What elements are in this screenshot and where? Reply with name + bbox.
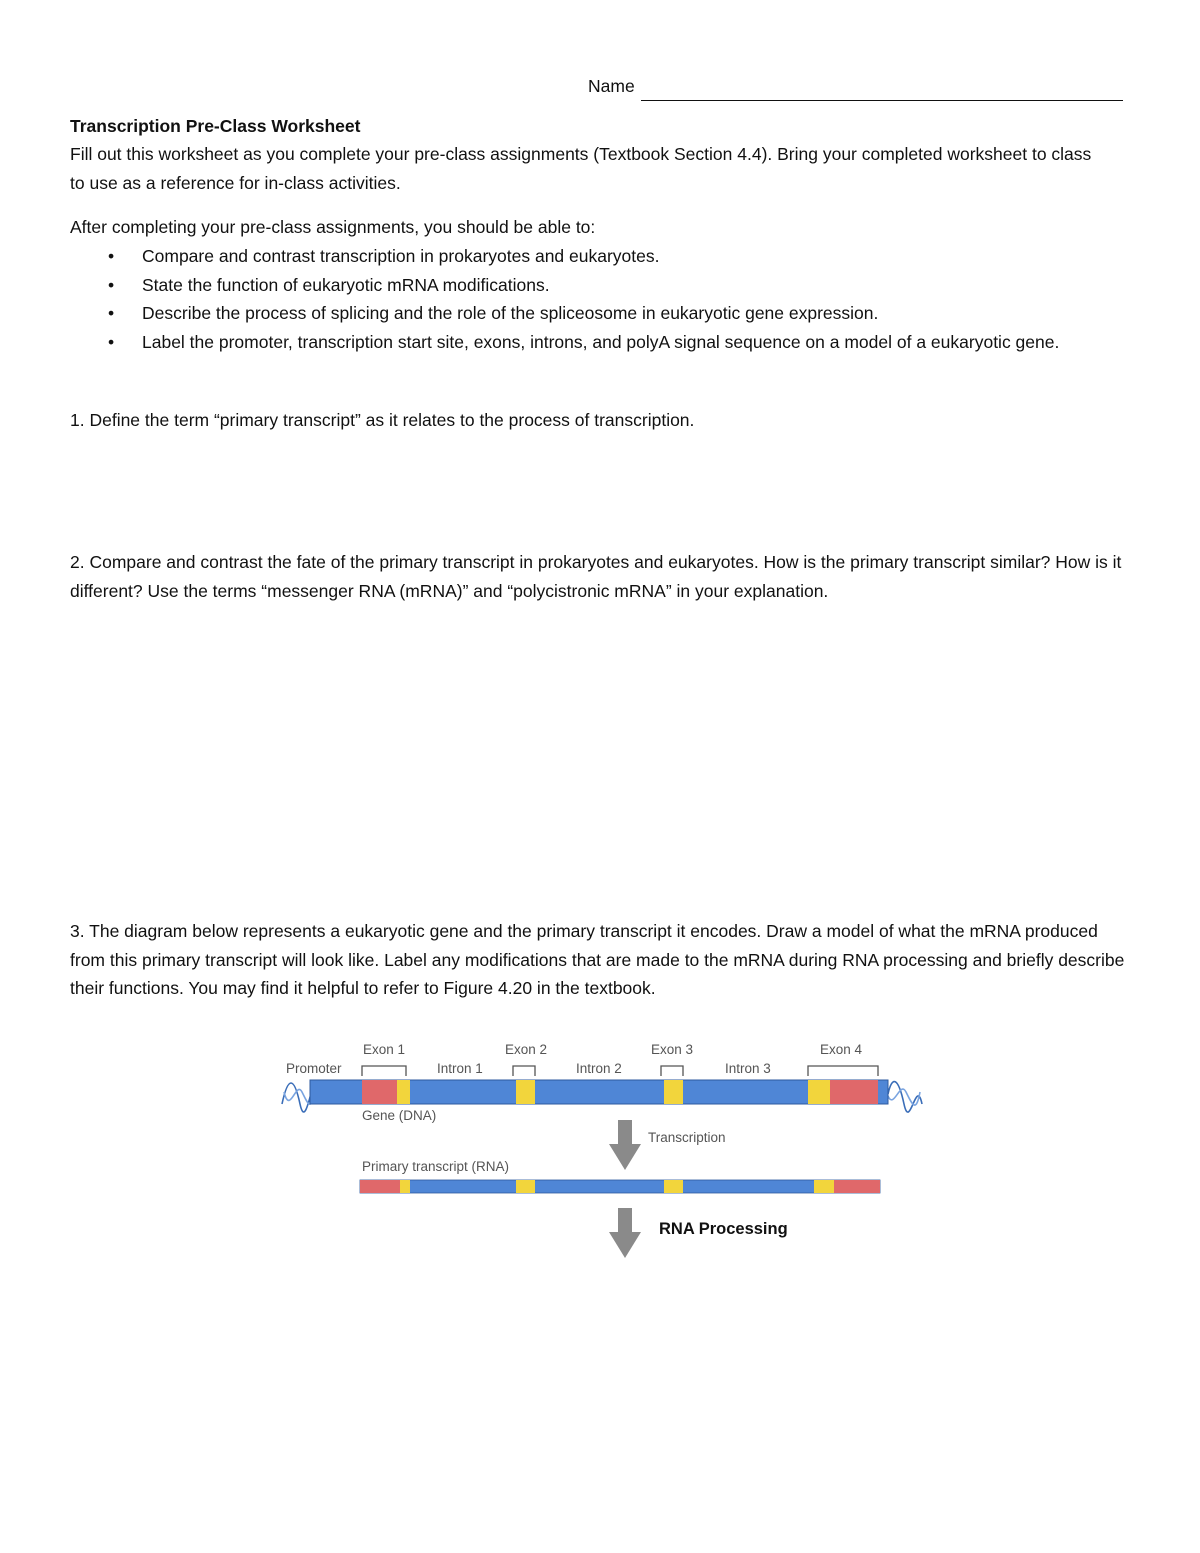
name-blank-line[interactable] <box>641 80 1123 101</box>
bullet-icon: • <box>108 303 115 323</box>
exon-4-segment <box>834 1180 880 1193</box>
gene-dna-label: Gene (DNA) <box>362 1108 437 1123</box>
bullet-icon: • <box>108 274 115 295</box>
exon-2-segment <box>516 1180 535 1193</box>
objectives-list <box>70 242 1130 356</box>
objectives-heading: After completing your pre-class assignments, you should be able to: <box>70 217 596 237</box>
worksheet-title: Transcription Pre-Class Worksheet <box>70 116 361 136</box>
exon-4-block <box>830 1080 878 1104</box>
exon-3-label: Exon 3 <box>651 1042 694 1057</box>
exon-4-label: Exon 4 <box>820 1042 863 1057</box>
exon-3-segment <box>664 1180 683 1193</box>
exon-4-bracket <box>808 1066 878 1076</box>
intron-2-label: Intron 2 <box>576 1061 622 1076</box>
objective-item <box>70 242 1130 271</box>
question-3: 3. The diagram below represents a eukaryotic gene and the primary transcript it encodes. Draw a model of what the mRNA produced from this primary transcript will look like. Label any modifications that are made to the mRNA during RNA processing and briefly describe their functions. You may find it helpful to refer to Figure 4.20 in the textbook. <box>70 921 1125 998</box>
objective-text: State the function of eukaryotic mRNA modifications. <box>142 274 550 295</box>
exon-1-label: Exon 1 <box>363 1042 406 1057</box>
primary-transcript-label: Primary transcript (RNA) <box>362 1159 510 1174</box>
rna-processing-label: RNA Processing <box>659 1220 788 1238</box>
objective-item <box>70 328 1130 357</box>
splice-site <box>397 1080 410 1104</box>
question-2: 2. Compare and contrast the fate of the primary transcript in prokaryotes and eukaryotes. How is the primary transcript similar? How is it different? Use the terms “messenger RNA (mRNA)” and “polycistronic mRNA” in your explanation. <box>70 552 1122 601</box>
promoter-label: Promoter <box>286 1061 342 1076</box>
transcription-label: Transcription <box>648 1130 726 1145</box>
name-label: Name <box>588 76 635 96</box>
splice-site <box>814 1180 834 1193</box>
bullet-icon: • <box>108 331 115 352</box>
objective-text: Describe the process of splicing and the role of the spliceosome in eukaryotic gene expression. <box>142 303 879 323</box>
name-field <box>588 72 1133 101</box>
splice-site <box>400 1180 410 1193</box>
exon-2-bracket <box>513 1066 535 1076</box>
objective-item <box>70 299 1130 328</box>
gene-diagram <box>280 1036 940 1266</box>
rna-backbone <box>360 1180 880 1193</box>
intron-1-label: Intron 1 <box>437 1061 483 1076</box>
exon-1-block <box>362 1080 397 1104</box>
dna-helix-right-icon <box>888 1082 922 1113</box>
objective-text: Label the promoter, transcription start site, exons, introns, and polyA signal sequence on a model of a eukaryotic gene. <box>142 331 1060 352</box>
exon-3-block <box>664 1080 683 1104</box>
bullet-icon: • <box>108 246 115 266</box>
worksheet-intro: Fill out this worksheet as you complete your pre-class assignments (Textbook Section 4.4). Bring your completed worksheet to class to use as a reference for in-class activities. <box>70 144 1092 193</box>
question-1: 1. Define the term “primary transcript” as it relates to the process of transcription. <box>70 410 695 430</box>
exon-2-block <box>516 1080 535 1104</box>
primary-transcript-bar <box>360 1180 880 1193</box>
exon-3-bracket <box>661 1066 683 1076</box>
exon-1-segment <box>360 1180 400 1193</box>
intron-3-label: Intron 3 <box>725 1061 771 1076</box>
exon-1-bracket <box>362 1066 406 1076</box>
dna-helix-left-icon <box>282 1083 314 1112</box>
transcription-arrow-icon <box>609 1120 641 1170</box>
rna-processing-arrow-icon <box>609 1208 641 1258</box>
splice-site <box>808 1080 830 1104</box>
objective-text: Compare and contrast transcription in prokaryotes and eukaryotes. <box>142 246 660 266</box>
exon-2-label: Exon 2 <box>505 1042 548 1057</box>
gene-dna-bar <box>310 1080 888 1104</box>
objective-item <box>70 271 1130 300</box>
